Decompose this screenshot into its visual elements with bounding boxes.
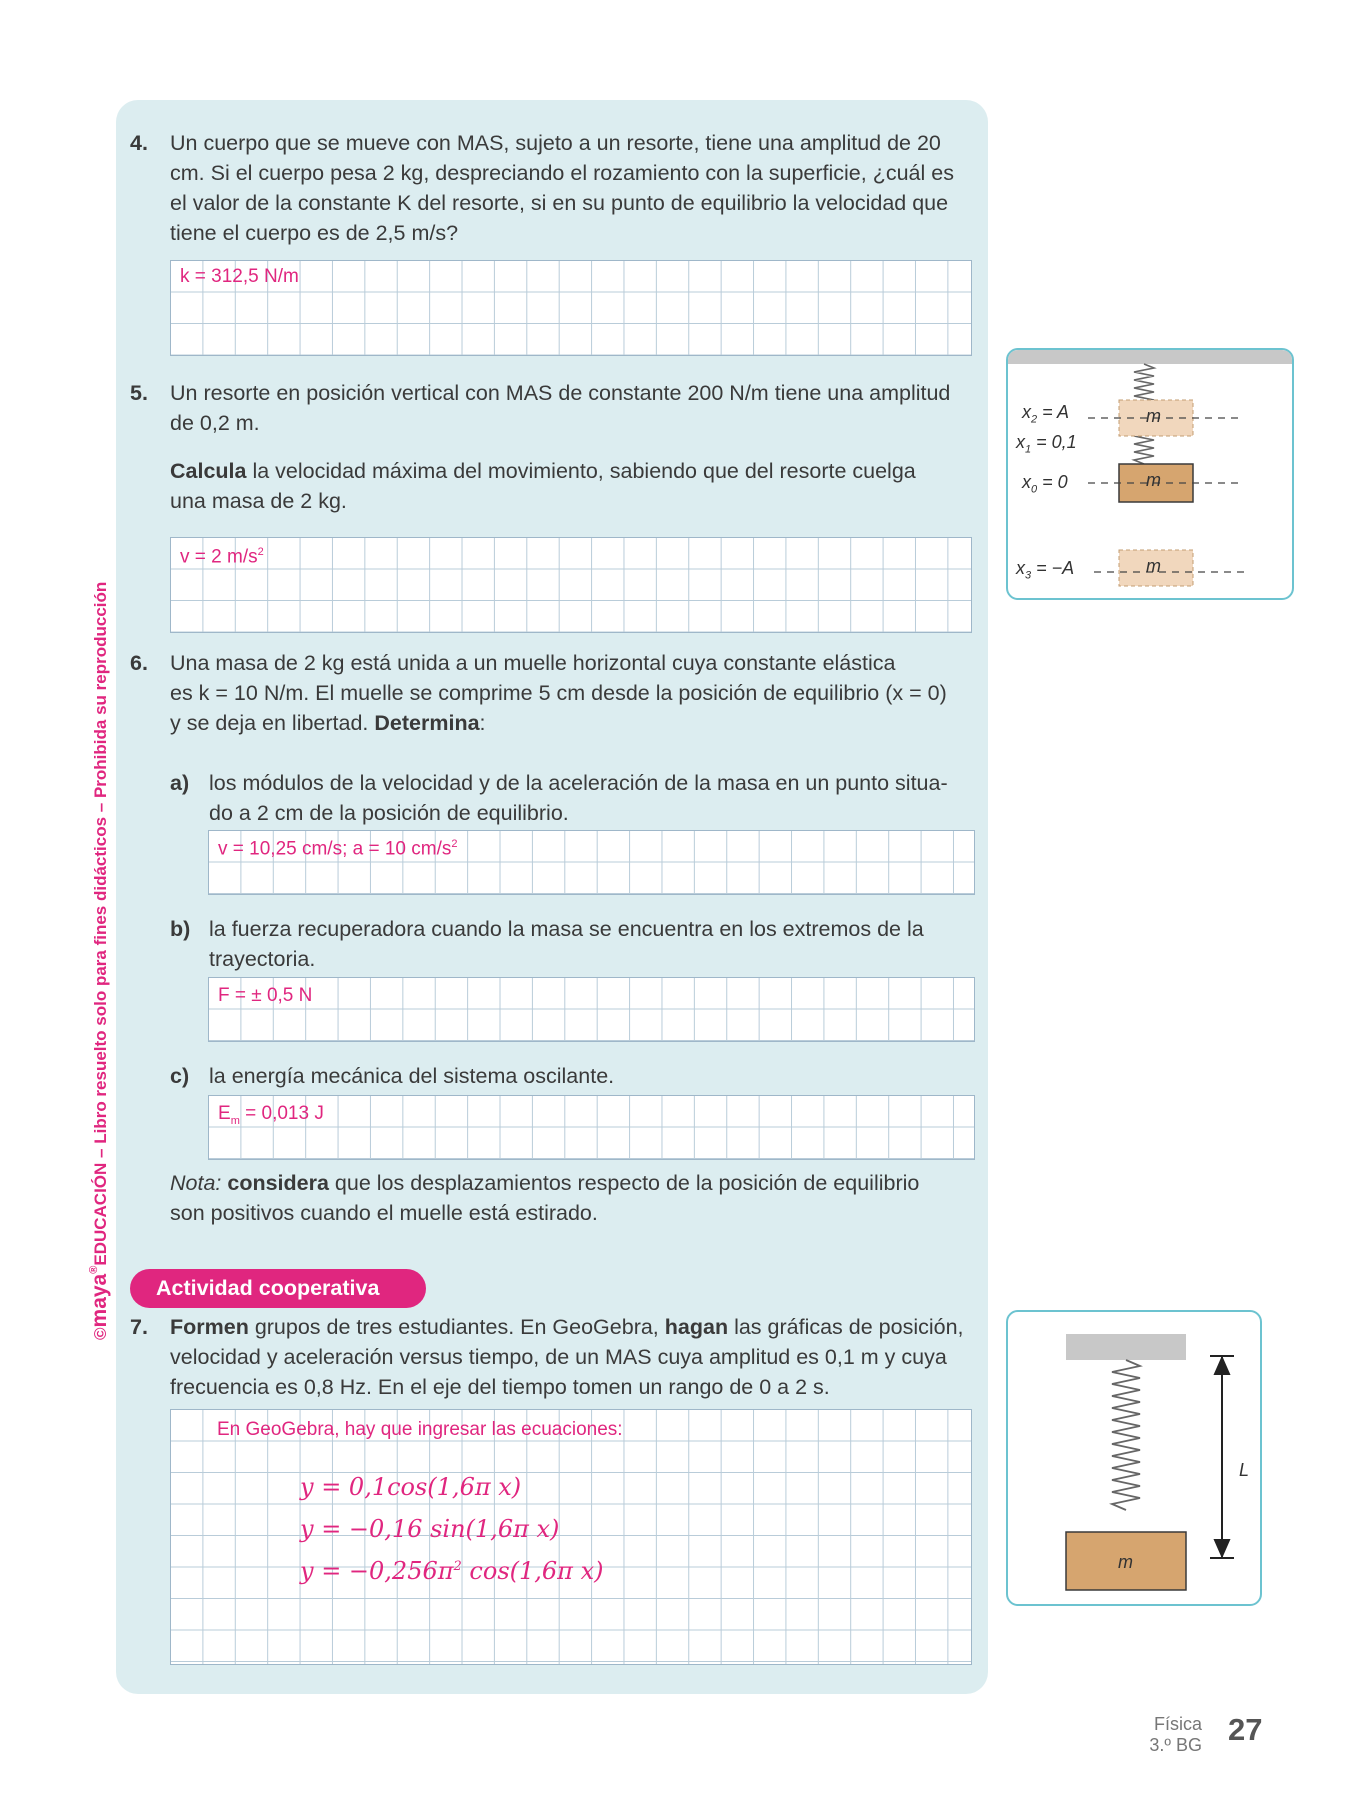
bold-verb: Calcula [170, 459, 247, 483]
text-line: Un resorte en posición vertical con MAS de constante 200 N/m tiene una amplitud [170, 381, 951, 405]
answer-text: $E_m = 0,013$ J [218, 1103, 324, 1127]
cooperative-activity-badge: Actividad cooperativa [130, 1269, 426, 1308]
question-text [170, 128, 972, 248]
length-label: L [1239, 1460, 1250, 1480]
subquestion-text: los módulos de la velocidad y de la aceleración de la masa en un punto situa- do a 2 cm de la posición de equilibrio. [209, 771, 948, 825]
spring-length-diagram [1008, 1312, 1260, 1604]
subquestion-label: a) [170, 771, 190, 795]
label-x1: $x_1 = 0,1$ [1016, 432, 1077, 456]
label-x2: $x_2 = A$ [1022, 402, 1069, 426]
question-text: Una masa de 2 kg está unida a un muelle horizontal cuya constante elástica es k = 10 N/m. El muelle se comprime 5 cm desde la posición de equilibrio (x = 0) y se deja en libertad. Determina: [170, 648, 972, 738]
bold-verb: Determina [374, 711, 480, 735]
question-number: 4. [130, 131, 148, 155]
answer-grid[interactable] [208, 977, 975, 1042]
text-line: Un cuerpo que se mueve con MAS, sujeto a un resorte, tiene una amplitud de 20 [170, 131, 941, 155]
subquestion-label: b) [170, 917, 191, 941]
registered-symbol: ® [88, 1265, 100, 1274]
question-text [170, 378, 972, 438]
mass-label: m [1146, 406, 1161, 426]
text-line: Una masa de 2 kg está unida a un muelle horizontal cuya constante elástica [170, 651, 896, 675]
answer-text: F = ± 0,5 N [218, 985, 313, 1006]
answer-text: v = 2 $m/s^2$ [180, 546, 264, 568]
text-line: el valor de la constante K del resorte, si en su punto de equilibrio la velocidad que [170, 191, 949, 215]
text-line: tiene el cuerpo es de 2,5 m/s? [170, 221, 459, 245]
answer-grid[interactable] [170, 1409, 972, 1665]
note: Nota: considera que los desplazamientos respecto de la posición de equilibrio son positivos cuando el muelle está estirado. [170, 1171, 920, 1225]
answer-text: k = 312,5 N/m [180, 266, 299, 287]
question-number: 5. [130, 381, 148, 405]
footer-subject: Física 3.º BG [1149, 1714, 1202, 1755]
question-text: Formen grupos de tres estudiantes. En GeoGebra, hagan las gráficas de posición, velocidad y aceleración versus tiempo, de un MAS cuya amplitud es 0,1 m y cuya frecuencia es 0,8 Hz. En el eje del tiempo tomen un rango de 0 a 2 s. [170, 1315, 964, 1399]
equation-position: y = 0,1cos(1,6π x) [300, 1473, 522, 1501]
page-number: 27 [1228, 1712, 1263, 1747]
mass-label: m [1118, 1552, 1133, 1572]
answer-intro: En GeoGebra, hay que ingresar las ecuaciones: [217, 1419, 623, 1440]
mass-label: m [1146, 556, 1161, 576]
equation-acceleration: $y = -0,256\pi^2$ cos(1,6π x) [300, 1557, 604, 1585]
credit-text: EDUCACIÓN – Libro resuelto solo para fines didácticos – Prohibida su reproducción [91, 581, 110, 1266]
label-x3: $x_3 = -A$ [1016, 558, 1075, 582]
equation-velocity: y = −0,16 sin(1,6π x) [300, 1515, 560, 1543]
subquestion-text: la energía mecánica del sistema oscilante. [209, 1064, 615, 1088]
answer-grid[interactable] [170, 537, 972, 633]
spring-positions-figure [1006, 348, 1294, 600]
subquestion-text: la fuerza recuperadora cuando la masa se encuentra en los extremos de la trayectoria. [209, 917, 924, 971]
text-line: de 0,2 m. [170, 411, 260, 435]
text-line: una masa de 2 kg. [170, 489, 347, 513]
subquestion-label: c) [170, 1064, 190, 1088]
mass-label: m [1146, 470, 1161, 490]
text-line: la velocidad máxima del movimiento, sabiendo que del resorte cuelga [246, 459, 916, 483]
text-line: es k = 10 N/m. El muelle se comprime 5 cm desde la posición de equilibrio (x = 0) [170, 681, 947, 705]
spring-length-figure [1006, 1310, 1262, 1606]
question-instruction [170, 456, 972, 516]
copyright-symbol: © [91, 1327, 110, 1340]
label-x0: $x_0 = 0$ [1022, 472, 1068, 496]
answer-text: v = 10,25 cm/s; a = 10 $cm/s^2$ [218, 838, 458, 860]
text-line: cm. Si el cuerpo pesa 2 kg, despreciando el rozamiento con la superficie, ¿cuál es [170, 161, 954, 185]
question-number: 7. [130, 1315, 148, 1339]
brand-logo: maya [88, 1273, 111, 1328]
question-number: 6. [130, 651, 148, 675]
